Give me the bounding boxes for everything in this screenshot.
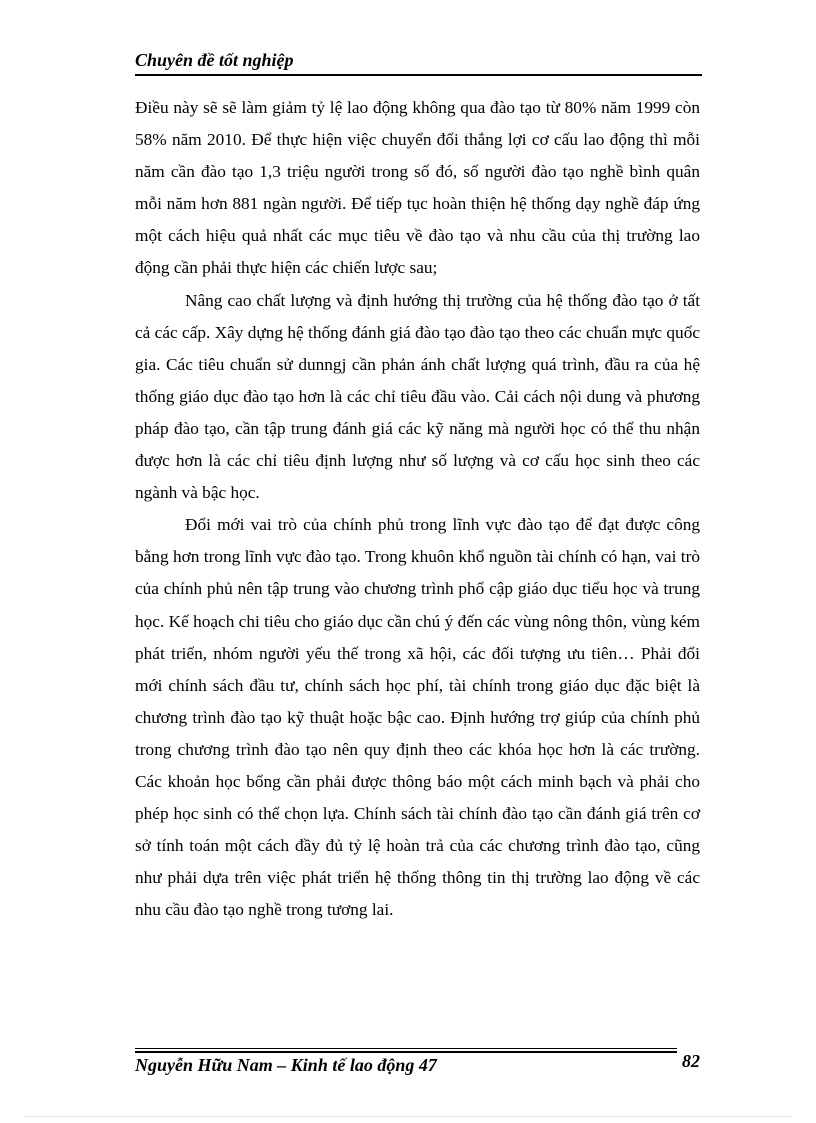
page-edge-line bbox=[25, 1116, 791, 1117]
footer-rule-thin bbox=[135, 1048, 677, 1049]
paragraph-2: Nâng cao chất lượng và định hướng thị trường của hệ thống đào tạo ở tất cả các cấp. Xây dựng hệ thống đánh giá đào tạo đào tạo theo các chuẩn mực quốc gia. Các tiêu chuẩn sử dunngj cần phản ánh chất lượng quá trình, đầu ra của hệ thống giáo dục đào tạo hơn là các chỉ tiêu đầu vào. Cải cách nội dung và phương pháp đào tạo, cần tập trung đánh giá các kỹ năng mà người học có thể thu nhận được hơn là các chỉ tiêu định lượng như số lượng và cơ cấu học sinh theo các ngành và bậc học. bbox=[135, 290, 700, 503]
footer-rule-thick bbox=[135, 1051, 677, 1053]
page-number: 82 bbox=[682, 1051, 700, 1071]
footer-divider bbox=[135, 1048, 677, 1054]
paragraph-3: Đổi mới vai trò của chính phủ trong lĩnh vực đào tạo để đạt được công bằng hơn trong lĩnh vực đào tạo. Trong khuôn khổ nguồn tài chính có hạn, vai trò của chính phủ nên tập trung vào chương trình phổ cập giáo dục tiểu học và trung học. Kế hoạch chi tiêu cho giáo dục cần chú ý đến các vùng nông thôn, vùng kém phát triển, nhóm người yếu thế trong xã hội, các đối tượng ưu tiên… Phải đổi mới chính sách đầu tư, chính sách học phí, tài chính trong giáo dục đặc biệt là chương trình đào tạo kỹ thuật hoặc bậc cao. Định hướng trợ giúp của chính phủ trong chương trình đào tạo nên quy định theo các khóa học hơn là các trường. Các khoản học bổng cần phải được thông báo một cách minh bạch và phải cho phép học sinh có thể chọn lựa. Chính sách tài chính đào tạo cần đánh giá trên cơ sở tính toán một cách đầy đủ tỷ lệ hoàn trả của các chương trình đào tạo, cũng như phải dựa trên việc phát triển hệ thống thông tin thị trường lao động về các nhu cầu đào tạo nghề trong tương lai. bbox=[135, 515, 700, 920]
page-body bbox=[135, 92, 700, 926]
footer-author: Nguyễn Hữu Nam – Kinh tế lao động 47 bbox=[135, 1055, 437, 1075]
paragraph-1: Điều này sẽ sẽ làm giảm tỷ lệ lao động không qua đào tạo từ 80% năm 1999 còn 58% năm 2010. Để thực hiện việc chuyển đổi thắng lợi cơ cấu lao động thì mỗi năm cần đào tạo 1,3 triệu người trong số đó, số người đào tạo nghề bình quân mỗi năm hơn 881 ngàn người. Để tiếp tục hoàn thiện hệ thống dạy nghề đáp ứng một cách hiệu quả nhất các mục tiêu về đào tạo và nhu cầu của thị trường lao động cần phải thực hiện các chiến lược sau; bbox=[135, 98, 700, 278]
header-title: Chuyên đề tốt nghiệp bbox=[135, 50, 294, 70]
page-header bbox=[135, 48, 702, 76]
